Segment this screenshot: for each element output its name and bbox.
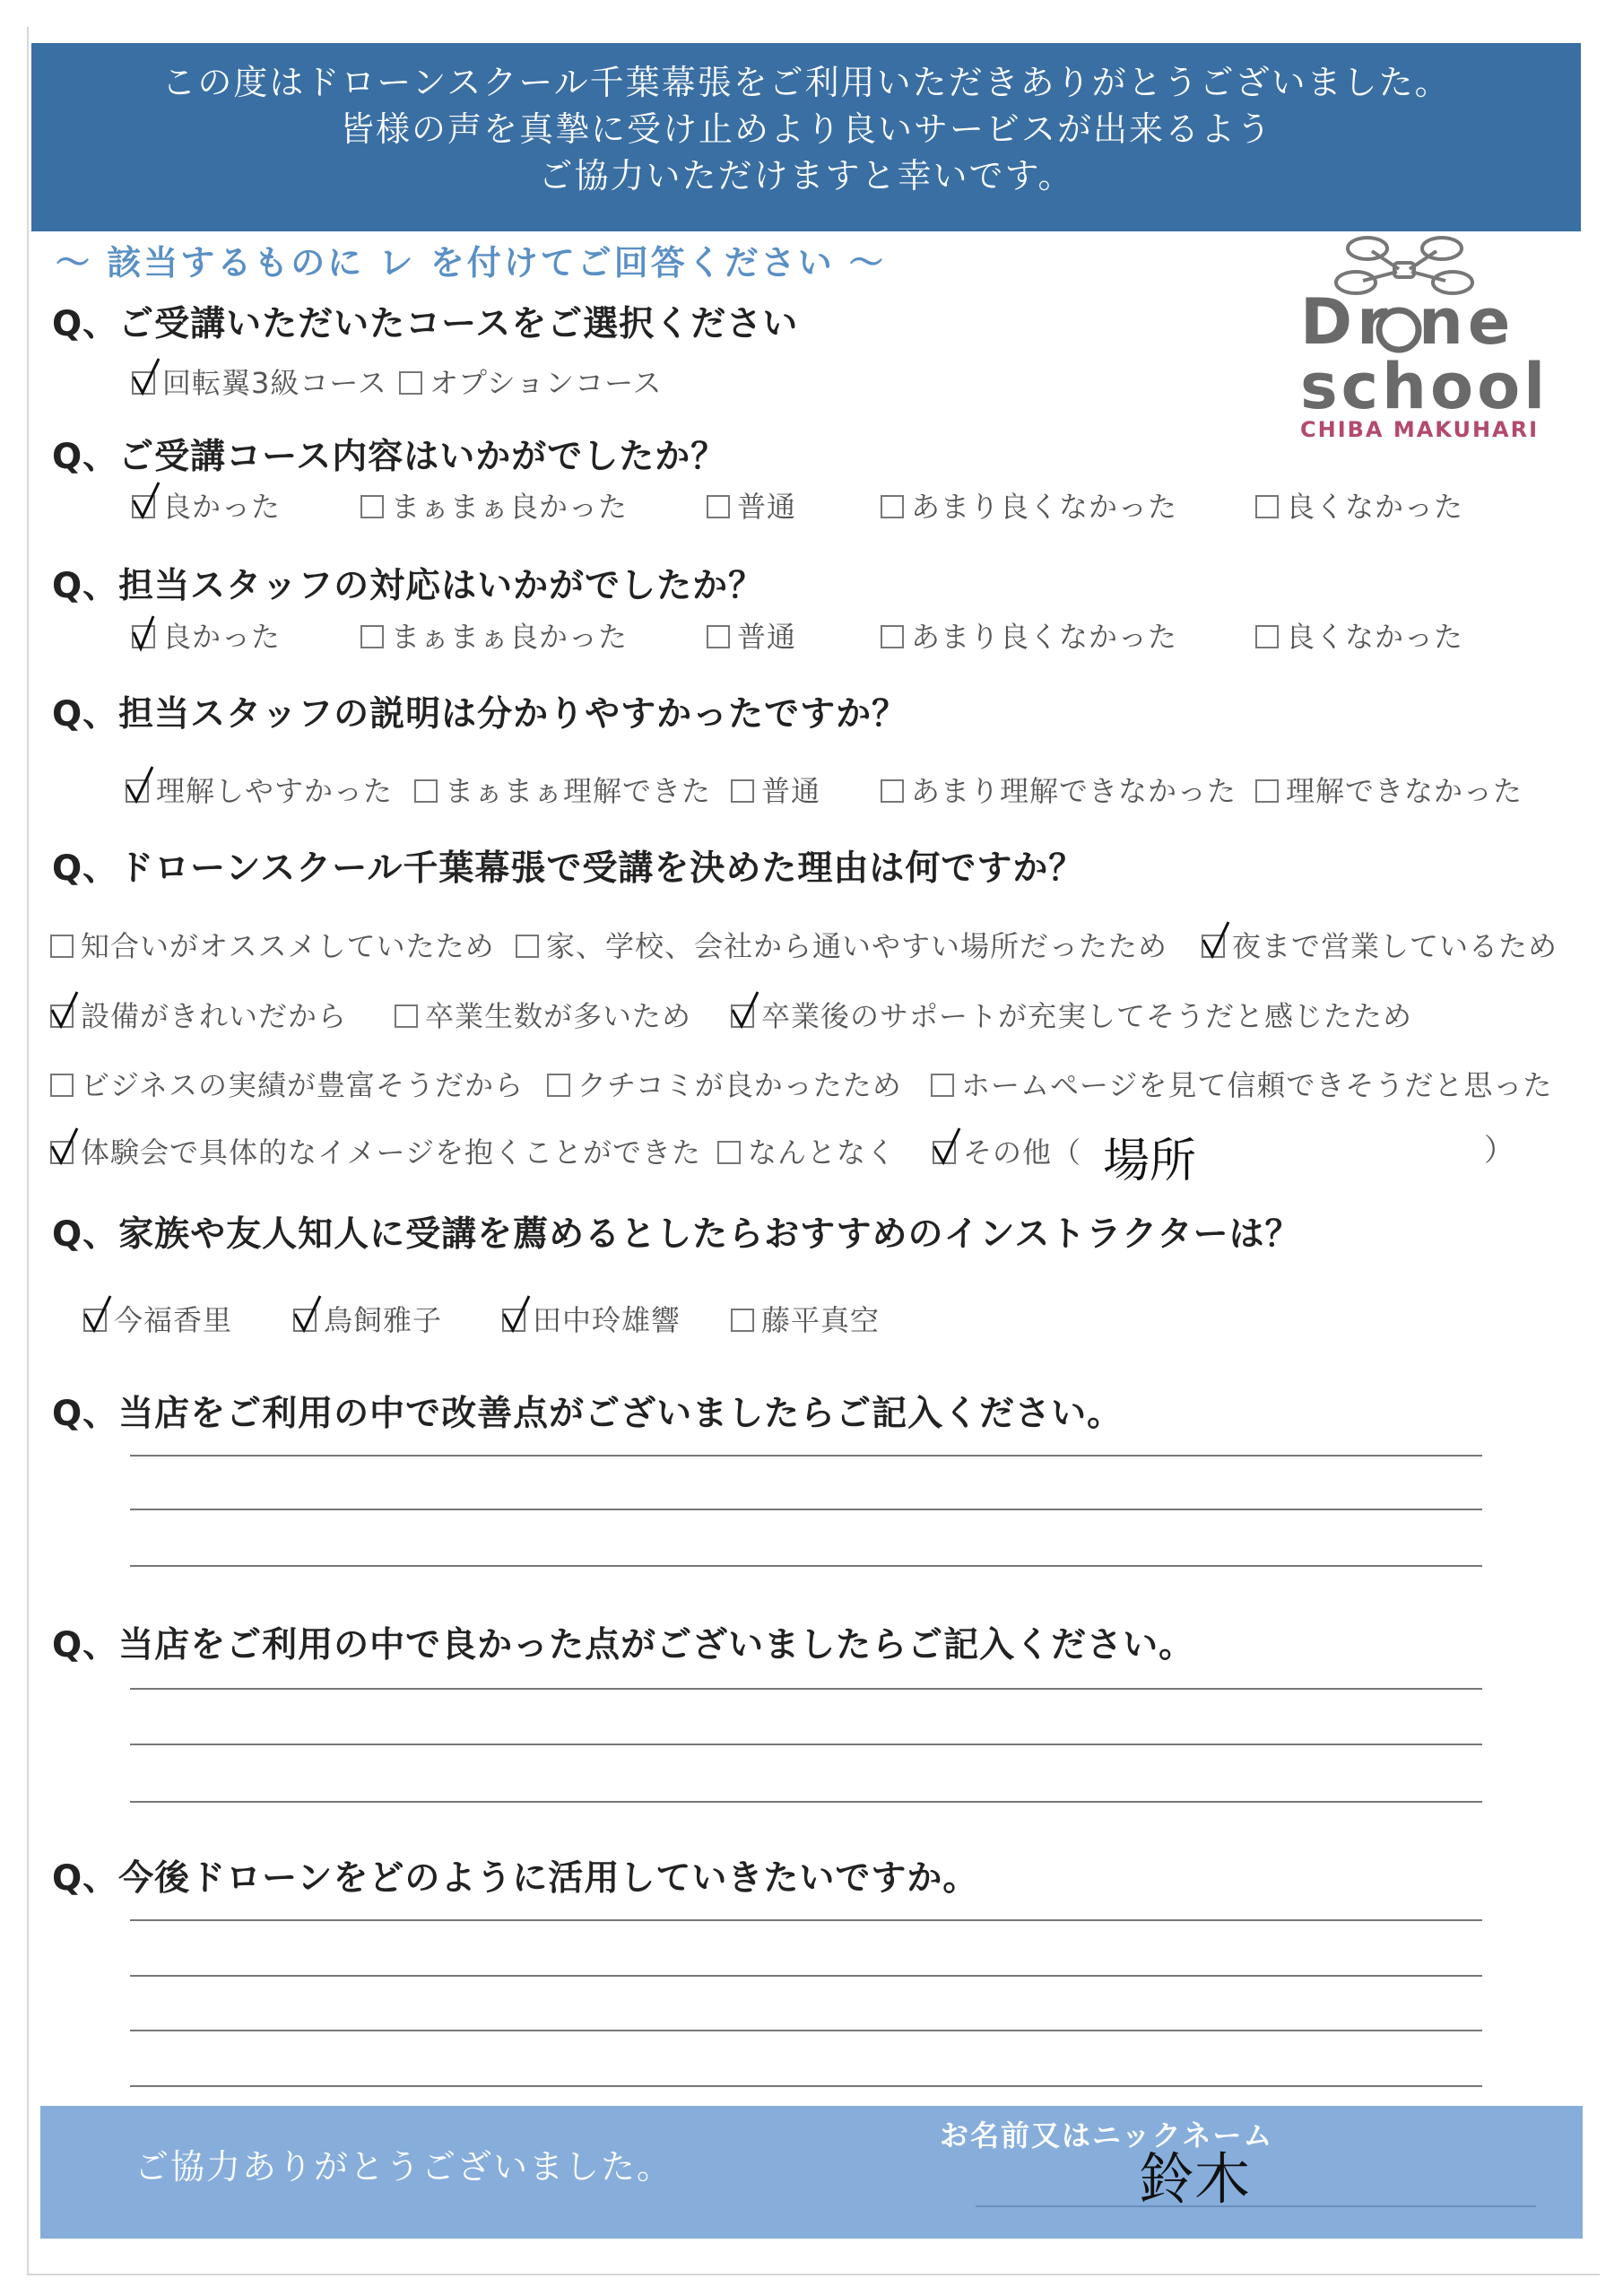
q3-option-4[interactable]	[881, 614, 1177, 656]
checkbox-checked[interactable]	[132, 625, 155, 648]
header-banner	[31, 43, 1581, 231]
q5-option-8-label: クチコミが良かったため	[577, 1068, 902, 1102]
checkbox[interactable]	[931, 1074, 954, 1097]
q4-option-2-label: まぁまぁ理解できた	[445, 774, 712, 808]
logo-line-2: school	[1300, 350, 1549, 423]
q3-option-3-label: 普通	[737, 620, 797, 654]
q1-option-2[interactable]	[399, 361, 663, 402]
q5-option-4-label: 設備がきれいだから	[81, 999, 348, 1033]
checkbox[interactable]	[717, 1141, 741, 1164]
q4-option-5-label: 理解できなかった	[1286, 774, 1523, 808]
header-line-3: ご協力いただけますと幸いです。	[538, 156, 1074, 196]
answer-line[interactable]	[130, 1509, 1482, 1510]
other-reason-handwritten: 場所	[1103, 1135, 1197, 1188]
footer-thanks: ご協力ありがとうございました。	[135, 2147, 673, 2187]
q5-option-3[interactable]	[1202, 924, 1558, 965]
checkbox[interactable]	[881, 495, 904, 518]
answer-line[interactable]	[130, 1744, 1482, 1745]
q2-option-2-label: まぁまぁ良かった	[391, 490, 629, 524]
q4-option-2[interactable]	[414, 769, 711, 810]
q6-option-3[interactable]	[502, 1298, 681, 1339]
check-mark-icon	[731, 990, 767, 1030]
q5-option-6-label: 卒業後のサポートが充実してそうだと感じたため	[761, 999, 1413, 1033]
checkbox[interactable]	[360, 495, 384, 518]
q6-option-2-label: 鳥飼雅子	[324, 1303, 443, 1337]
check-mark-icon	[83, 1294, 119, 1334]
answer-line[interactable]	[130, 2030, 1482, 2031]
answer-line[interactable]	[130, 1919, 1482, 1921]
checkbox[interactable]	[395, 1004, 418, 1028]
q5-option-10[interactable]	[50, 1130, 701, 1171]
checkbox-checked[interactable]	[50, 1141, 74, 1164]
q1-option-2-label: オプションコース	[430, 366, 663, 400]
q6-option-1[interactable]	[83, 1298, 232, 1339]
check-mark-icon	[132, 611, 168, 650]
check-mark-icon	[1202, 920, 1237, 960]
checkbox-checked[interactable]	[293, 1309, 317, 1332]
checkbox[interactable]	[399, 371, 422, 395]
q5-option-12-label: その他（	[963, 1135, 1082, 1170]
q4-option-1[interactable]	[126, 769, 393, 810]
check-mark-icon	[132, 481, 168, 520]
checkbox[interactable]	[731, 1309, 754, 1332]
q3-option-1-label: 良かった	[162, 620, 282, 654]
check-mark-icon	[126, 765, 161, 804]
checkbox[interactable]	[881, 779, 904, 803]
checkbox-checked[interactable]	[50, 1004, 74, 1028]
q1-option-1-label: 回転翼3級コース	[162, 366, 387, 400]
q4-option-4[interactable]	[881, 769, 1237, 810]
q5-option-3-label: 夜まで営業しているため	[1232, 929, 1558, 963]
checkbox-checked[interactable]	[83, 1309, 107, 1332]
checkbox[interactable]	[547, 1074, 570, 1097]
q2-option-3[interactable]	[707, 484, 796, 526]
question-8: Q、当店をご利用の中で良かった点がございましたらご記入ください。	[52, 1625, 1195, 1665]
checkbox[interactable]	[881, 625, 904, 648]
name-label: お名前又はニックネーム	[940, 2118, 1274, 2152]
answer-line[interactable]	[130, 1975, 1482, 1977]
checkbox-checked[interactable]	[502, 1309, 525, 1332]
q3-option-3[interactable]	[707, 614, 796, 656]
q6-option-3-label: 田中玲雄響	[533, 1303, 681, 1337]
question-3: Q、担当スタッフの対応はいかがでしたか？	[52, 566, 765, 606]
q5-option-6[interactable]	[731, 994, 1412, 1035]
q6-option-4[interactable]	[731, 1298, 880, 1339]
checkbox[interactable]	[707, 495, 730, 518]
q2-option-4-label: あまり良くなかった	[911, 490, 1178, 524]
q4-option-3[interactable]	[731, 769, 820, 810]
check-mark-icon	[132, 357, 168, 396]
q5-option-7[interactable]	[50, 1063, 524, 1104]
question-4: Q、担当スタッフの説明は分かりやすかったですか？	[52, 694, 908, 735]
checkbox-checked[interactable]	[1202, 935, 1225, 958]
q3-option-5[interactable]	[1255, 614, 1463, 656]
check-mark-icon	[50, 1126, 86, 1166]
question-6: Q、家族や友人知人に受講を薦めるとしたらおすすめのインストラクターは？	[52, 1214, 1301, 1255]
q5-option-7-label: ビジネスの実績が豊富そうだから	[81, 1068, 525, 1102]
q5-option-12[interactable]	[933, 1130, 1081, 1171]
checkbox[interactable]	[50, 935, 74, 958]
q6-option-2[interactable]	[293, 1298, 442, 1339]
q5-option-1-label: 知合いがオススメしていたため	[81, 929, 495, 963]
q6-option-4-label: 藤平真空	[761, 1303, 881, 1337]
q5-option-11-label: なんとなく	[748, 1135, 897, 1170]
q2-option-5[interactable]	[1255, 484, 1463, 526]
q5-option-5-label: 卒業生数が多いため	[425, 999, 692, 1033]
q4-option-5[interactable]	[1255, 769, 1523, 810]
checkbox[interactable]	[1255, 625, 1279, 648]
question-1: Q、ご受講いただいたコースをご選択ください	[52, 304, 799, 344]
name-handwritten: 鈴木	[1139, 2146, 1251, 2212]
q1-option-1[interactable]	[132, 361, 387, 402]
q5-option-2-label: 家、学校、会社から通いやすい場所だったため	[546, 929, 1168, 963]
name-field[interactable]	[976, 2205, 1536, 2207]
q5-option-9[interactable]	[931, 1063, 1552, 1104]
logo-line-3: CHIBA MAKUHARI	[1300, 417, 1540, 442]
check-mark-icon	[502, 1294, 538, 1334]
q5-option-2[interactable]	[516, 924, 1167, 965]
checkbox[interactable]	[50, 1074, 74, 1097]
q3-option-1[interactable]	[132, 614, 281, 656]
answer-line[interactable]	[130, 1688, 1482, 1690]
check-mark-icon	[293, 1294, 329, 1334]
q2-option-4[interactable]	[881, 484, 1177, 526]
question-9: Q、今後ドローンをどのように活用していきたいですか。	[52, 1858, 979, 1899]
q2-option-1[interactable]	[132, 484, 281, 526]
checkbox-checked[interactable]	[132, 371, 155, 395]
logo-line-1: Dr ne	[1300, 285, 1515, 359]
checkbox-checked[interactable]	[132, 495, 155, 518]
checkbox[interactable]	[731, 779, 754, 803]
checkbox[interactable]	[516, 935, 539, 958]
q6-option-1-label: 今福香里	[114, 1303, 233, 1337]
q5-option-1[interactable]	[50, 924, 495, 965]
q3-option-4-label: あまり良くなかった	[911, 620, 1178, 654]
q5-option-11[interactable]	[717, 1130, 896, 1171]
check-mark-icon	[933, 1126, 968, 1166]
q3-option-5-label: 良くなかった	[1286, 620, 1464, 654]
checkbox[interactable]	[360, 625, 384, 648]
answer-line[interactable]	[130, 1801, 1482, 1803]
answer-line[interactable]	[130, 1455, 1482, 1457]
q4-option-4-label: あまり理解できなかった	[911, 774, 1237, 808]
q5-option-4[interactable]	[50, 994, 347, 1035]
answer-line[interactable]	[130, 2085, 1482, 2087]
checkbox-checked[interactable]	[731, 1004, 754, 1028]
checkbox-checked[interactable]	[933, 1141, 956, 1164]
q2-option-2[interactable]	[360, 484, 628, 526]
checkbox[interactable]	[414, 779, 438, 803]
logo-o-ring	[1374, 305, 1424, 355]
checkbox[interactable]	[1255, 779, 1279, 803]
instruction-text: ～ 該当するものに レ を付けてご回答ください ～	[56, 243, 886, 283]
q5-option-5[interactable]	[395, 994, 691, 1035]
q4-option-3-label: 普通	[761, 774, 821, 808]
q5-option-9-label: ホームページを見て信頼できそうだと思った	[961, 1068, 1553, 1102]
checkbox[interactable]	[707, 625, 730, 648]
checkbox-checked[interactable]	[126, 779, 149, 803]
q4-option-1-label: 理解しやすかった	[156, 774, 394, 808]
q5-option-10-label: 体験会で具体的なイメージを抱くことができた	[81, 1135, 702, 1170]
answer-line[interactable]	[130, 1565, 1482, 1567]
q2-option-1-label: 良かった	[162, 490, 282, 524]
q2-option-5-label: 良くなかった	[1286, 490, 1464, 524]
header-line-1: この度はドローンスクール千葉幕張をご利用いただきありがとうございました。	[161, 63, 1451, 102]
q2-option-3-label: 普通	[737, 490, 797, 524]
checkbox[interactable]	[1255, 495, 1279, 518]
header-line-2: 皆様の声を真摯に受け止めより良いサービスが出来るよう	[339, 109, 1272, 149]
q3-option-2-label: まぁまぁ良かった	[391, 620, 629, 654]
question-5: Q、ドローンスクール千葉幕張で受講を決めた理由は何ですか？	[52, 848, 1085, 889]
q5-option-8[interactable]	[547, 1063, 902, 1104]
other-paren-close: ）	[1484, 1133, 1515, 1169]
q3-option-2[interactable]	[360, 614, 628, 656]
check-mark-icon	[50, 990, 86, 1030]
question-7: Q、当店をご利用の中で改善点がございましたらご記入ください。	[52, 1394, 1124, 1434]
question-2: Q、ご受講コース内容はいかがでしたか？	[52, 437, 727, 477]
